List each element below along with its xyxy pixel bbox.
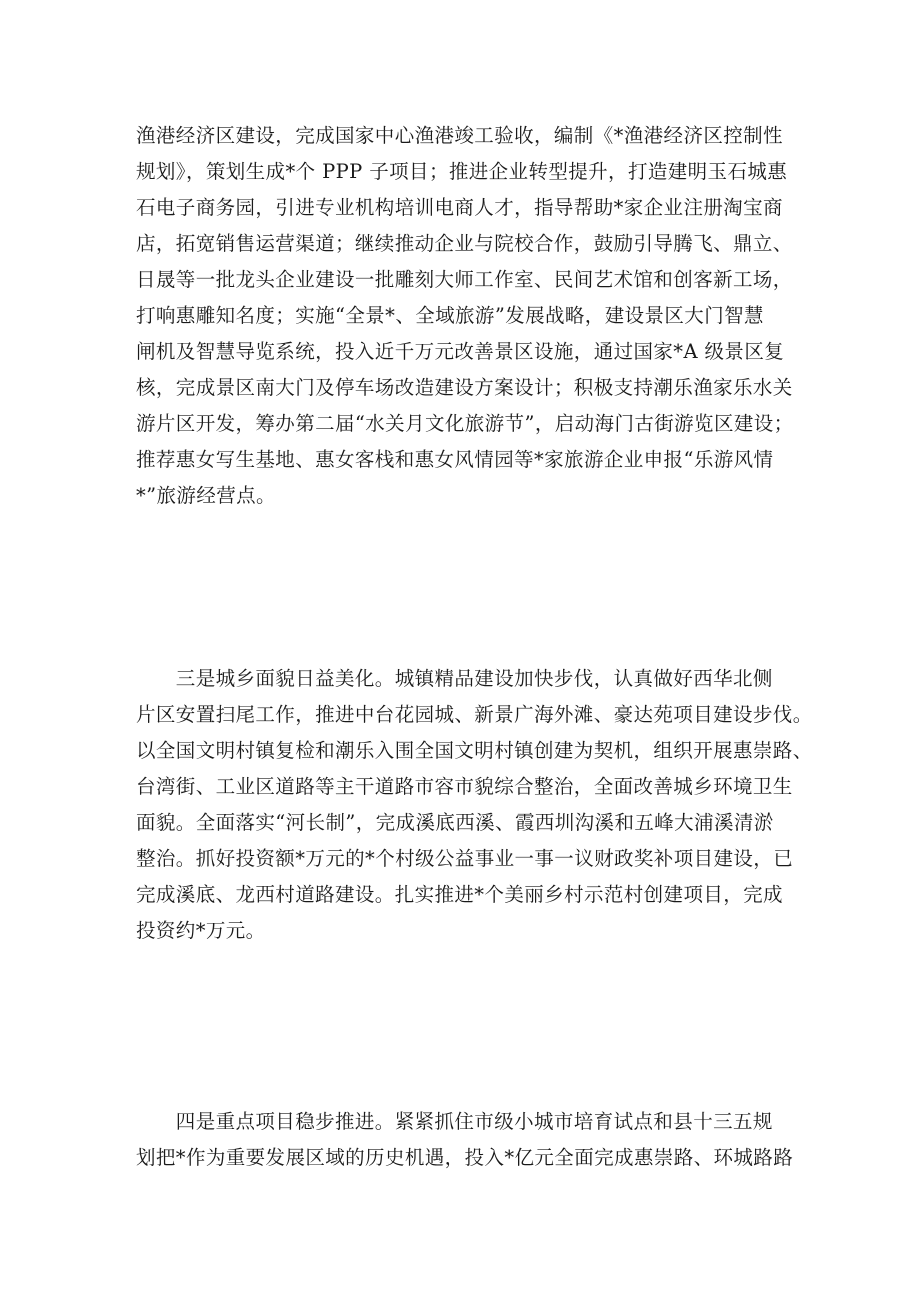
text-line: 石电子商务园，引进专业机构培训电商人才，指导帮助*家企业注册淘宝商 [136, 196, 783, 219]
text-line: *”旅游经营点。 [136, 484, 276, 507]
text-line: 以全国文明村镇复检和潮乐入围全国文明村镇创建为契机，组织开展惠崇路、 [136, 739, 813, 762]
text-line: 台湾街、工业区道路等主干道路市容市貌综合整治，全面改善城乡环境卫生 [136, 775, 793, 798]
text-line: 打响惠雕知名度；实施“全景*、全域旅游”发展战略，建设景区大门智慧 [136, 304, 764, 327]
text-line: 四是重点项目稳步推进。紧紧抓住市级小城市培育试点和县十三五规 [136, 1110, 773, 1133]
text-line: 完成溪底、龙西村道路建设。扎实推进*个美丽乡村示范村创建项目，完成 [136, 883, 783, 906]
text-line: 规划》，策划生成*个 PPP 子项目；推进企业转型提升，打造建明玉石城惠 [136, 160, 788, 183]
text-line: 日晟等一批龙头企业建设一批雕刻大师工作室、民间艺术馆和创客新工场， [136, 268, 793, 291]
text-line: 投资约*万元。 [136, 919, 266, 942]
text-line: 核，完成景区南大门及停车场改造建设方案设计；积极支持潮乐渔家乐水关 [136, 376, 793, 399]
paragraph-key-projects [136, 1104, 796, 1176]
text-line: 渔港经济区建设，完成国家中心渔港竣工验收，编制《*渔港经济区控制性 [136, 124, 783, 147]
text-line: 三是城乡面貌日益美化。城镇精品建设加快步伐，认真做好西华北侧 [136, 667, 773, 690]
text-line: 划把*作为重要发展区域的历史机遇，投入*亿元全面完成惠崇路、环城路路 [136, 1146, 794, 1169]
text-line: 推荐惠女写生基地、惠女客栈和惠女风情园等*家旅游企业申报“乐游风情 [136, 448, 774, 471]
text-line: 闸机及智慧导览系统，投入近千万元改善景区设施，通过国家*A 级景区复 [136, 340, 785, 363]
text-line: 面貌。全面落实“河长制”，完成溪底西溪、霞西圳沟溪和五峰大浦溪清淤 [136, 811, 774, 834]
paragraph-tourism [136, 118, 796, 514]
text-line: 店，拓宽销售运营渠道；继续推动企业与院校合作，鼓励引导腾飞、鼎立、 [136, 232, 793, 255]
text-line: 片区安置扫尾工作，推进中台花园城、新景广海外滩、豪达苑项目建设步伐。 [136, 703, 813, 726]
text-line: 整治。抓好投资额*万元的*个村级公益事业一事一议财政奖补项目建设，已 [136, 847, 794, 870]
paragraph-urban-rural [136, 661, 813, 949]
text-line: 游片区开发，筹办第二届“水关月文化旅游节”，启动海门古街游览区建设； [136, 412, 794, 435]
